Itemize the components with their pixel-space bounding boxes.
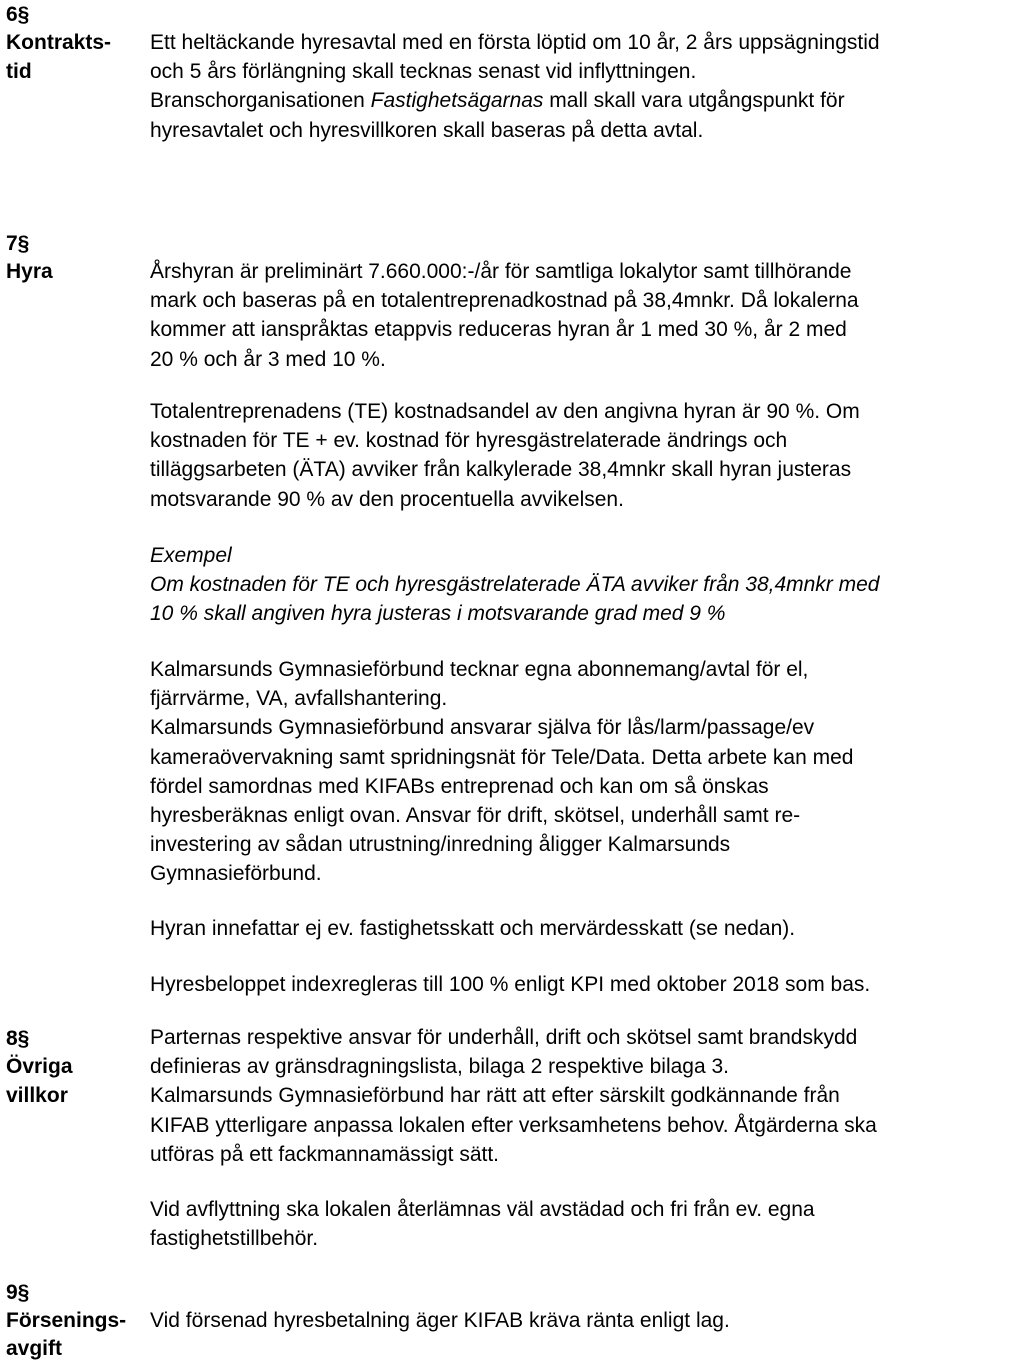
text-line: Hyran innefattar ej ev. fastighetsskatt och mervärdesskatt (se nedan). — [150, 917, 796, 940]
text-line: Gymnasieförbund. — [150, 862, 322, 886]
section-6-line: hyresavtalet och hyresvillkoren skall baseras på detta avtal. — [150, 118, 704, 142]
text-line: kommer att ianspråktas etappvis reduceras hyran år 1 med 30 %, år 2 med — [150, 318, 847, 342]
text-line: fastighetstillbehör. — [150, 1227, 319, 1251]
section-7-number: 7§ — [6, 232, 30, 255]
text-line: definieras av gränsdragningslista, bilaga 2 respektive bilaga 3. — [150, 1055, 730, 1079]
section-7-example — [150, 541, 1010, 629]
text-line: kostnaden för TE + ev. kostnad för hyresgästrelaterade ändrings och — [150, 429, 788, 453]
section-7-paragraph-3 — [150, 655, 1010, 889]
text-line: Vid avflyttning ska lokalen återlämnas väl avstädad och fri från ev. egna — [150, 1198, 815, 1221]
section-9-heading-line2: avgift — [6, 1337, 63, 1360]
text-line: hyresberäknas enligt ovan. Ansvar för drift, skötsel, underhåll samt re- — [150, 804, 801, 828]
text-line: Hyresbeloppet indexregleras till 100 % enligt KPI med oktober 2018 som bas. — [150, 973, 871, 996]
section-7-paragraph-4 — [150, 914, 1010, 943]
section-6-heading-line1: Kontrakts- — [6, 31, 112, 54]
text-line: Totalentreprenadens (TE) kostnadsandel av den angivna hyran är 90 %. Om — [150, 400, 860, 423]
section-6-line: Ett heltäckande hyresavtal med en första löptid om 10 år, 2 års uppsägningstid — [150, 31, 880, 54]
section-9-heading-line1: Försenings- — [6, 1309, 127, 1332]
section-9-number: 9§ — [6, 1281, 30, 1304]
text-line: kameraövervakning samt spridningsnät för Tele/Data. Detta arbete kan med — [150, 745, 854, 769]
text-line: Kalmarsunds Gymnasieförbund har rätt att efter särskilt godkännande från — [150, 1084, 840, 1108]
text-line: investering av sådan utrustning/inredning åligger Kalmarsunds — [150, 833, 731, 857]
text-line: 20 % och år 3 med 10 %. — [150, 347, 386, 371]
example-heading: Exempel — [150, 544, 232, 567]
text-line: 10 % skall angiven hyra justeras i motsvarande grad med 9 % — [150, 602, 726, 626]
section-6-line: och 5 års förlängning skall tecknas senast vid inflyttningen. — [150, 60, 697, 84]
text-line: Kalmarsunds Gymnasieförbund tecknar egna abonnemang/avtal för el, — [150, 658, 809, 681]
text-line: Om kostnaden för TE och hyresgästrelaterade ÄTA avviker från 38,4mnkr med — [150, 573, 880, 597]
section-8-paragraph-1 — [150, 1023, 1010, 1169]
section-7-paragraph-2 — [150, 397, 1010, 514]
section-7-paragraph-1 — [150, 257, 1010, 374]
text-line: Parternas respektive ansvar för underhåll, drift och skötsel samt brandskydd — [150, 1026, 858, 1049]
text-line: tilläggsarbeten (ÄTA) avviker från kalkylerade 38,4mnkr skall hyran justeras — [150, 458, 852, 482]
section-8-number: 8§ — [6, 1027, 30, 1050]
section-7-heading: Hyra — [6, 260, 53, 283]
text-line: KIFAB ytterligare anpassa lokalen efter verksamhetens behov. Åtgärderna ska — [150, 1113, 877, 1137]
text-line: motsvarande 90 % av den procentuella avvikelsen. — [150, 487, 624, 511]
text-line: utföras på ett fackmannamässigt sätt. — [150, 1142, 500, 1166]
text-line: Årshyran är preliminärt 7.660.000:-/år för samtliga lokalytor samt tillhörande — [150, 260, 852, 283]
text-line: Kalmarsunds Gymnasieförbund ansvarar själva för lås/larm/passage/ev — [150, 716, 815, 740]
section-6-number: 6§ — [6, 3, 30, 26]
text-line: fjärrvärme, VA, avfallshantering. — [150, 687, 448, 711]
text-line: mark och baseras på en totalentreprenadkostnad på 38,4mnkr. Då lokalerna — [150, 289, 859, 313]
section-6-heading-line2: tid — [6, 60, 32, 83]
section-6-body — [150, 28, 1010, 145]
fastighetsagarnas-emphasis: Fastighetsägarnas — [370, 89, 544, 113]
section-6-line-with-emphasis: Branschorganisationen Fastighetsägarnas mall skall vara utgångspunkt för — [150, 89, 845, 113]
section-8-heading-line2: villkor — [6, 1084, 68, 1107]
section-9-body: Vid försenad hyresbetalning äger KIFAB kräva ränta enligt lag. — [150, 1309, 730, 1332]
section-7-paragraph-5 — [150, 970, 1010, 999]
section-8-paragraph-2 — [150, 1195, 1010, 1253]
text-line: fördel samordnas med KIFABs entreprenad och kan om så önskas — [150, 774, 769, 798]
section-8-heading-line1: Övriga — [6, 1055, 73, 1078]
